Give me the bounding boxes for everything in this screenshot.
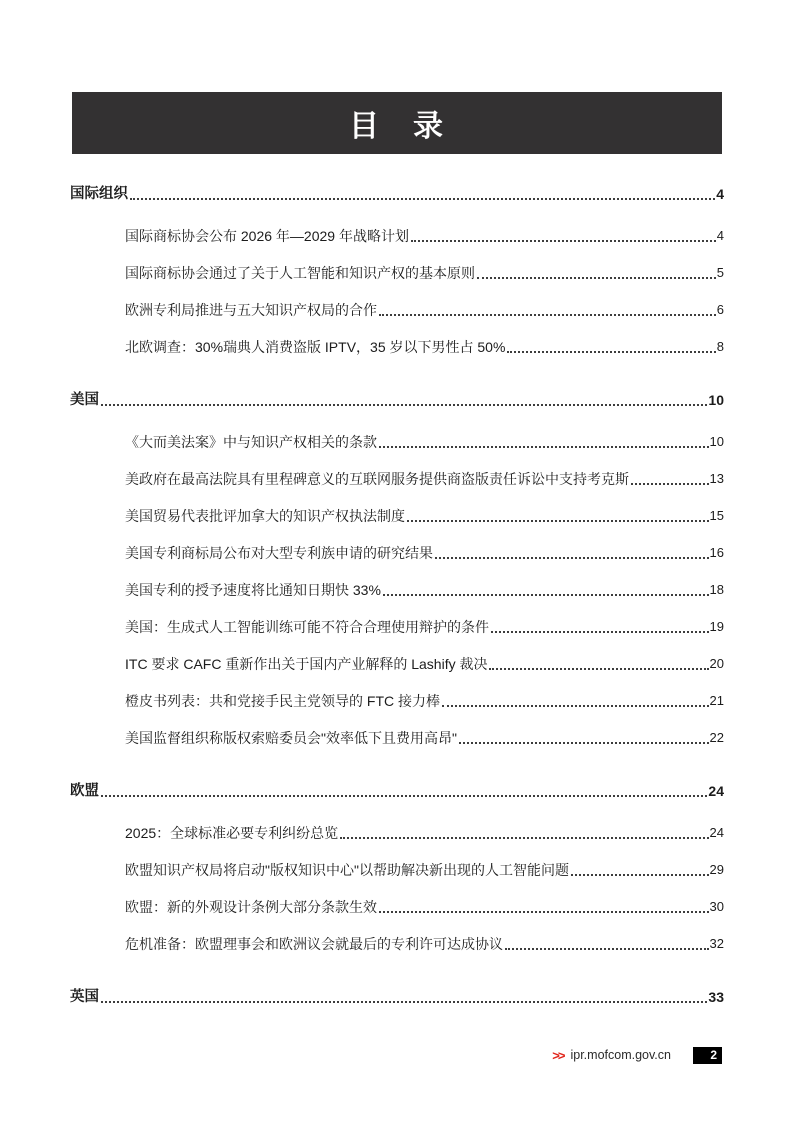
- toc-entry-link-label: 欧盟知识产权局将启动"版权知识中心"以帮助解决新出现的人工智能问题: [125, 862, 569, 878]
- toc-entry-link-label: 《大而美法案》中与知识产权相关的条款: [125, 434, 377, 450]
- toc-section-link-page-number: 24: [708, 783, 724, 799]
- toc-entry-link[interactable]: [70, 508, 724, 524]
- toc-entry-link-label: 美政府在最高法院具有里程碑意义的互联网服务提供商盗版责任诉讼中支持考克斯: [125, 471, 629, 487]
- toc-entry-link[interactable]: [70, 434, 724, 450]
- toc-entry-link-label: 欧洲专利局推进与五大知识产权局的合作: [125, 302, 377, 318]
- toc-entry-link-label: 橙皮书列表：共和党接手民主党领导的 FTC 接力棒: [125, 693, 440, 709]
- dotted-leader: [631, 483, 709, 485]
- dotted-leader: [491, 631, 709, 633]
- toc-entry-link[interactable]: [70, 582, 724, 598]
- toc-entry-link-label: 美国：生成式人工智能训练可能不符合合理使用辩护的条件: [125, 619, 489, 635]
- toc-header-bar: [72, 92, 722, 154]
- dotted-leader: [101, 404, 707, 406]
- toc-section-link[interactable]: [70, 783, 724, 799]
- toc-section-link[interactable]: [70, 989, 724, 1005]
- toc-entry-link[interactable]: [70, 936, 724, 952]
- dotted-leader: [459, 742, 709, 744]
- toc-entry-link-label: 美国专利的授予速度将比通知日期快 33%: [125, 582, 381, 598]
- dotted-leader: [477, 277, 716, 279]
- dotted-leader: [489, 668, 708, 670]
- toc-entry-link-page-number: 22: [709, 730, 724, 745]
- dotted-leader: [101, 1001, 707, 1003]
- toc-entry-link[interactable]: [70, 656, 724, 672]
- toc-entry-link-label: ITC 要求 CAFC 重新作出关于国内产业解释的 Lashify 裁决: [125, 656, 488, 672]
- toc-entry-link-label: 美国贸易代表批评加拿大的知识产权执法制度: [125, 508, 405, 524]
- toc-entry-link-label: 美国监督组织称版权索赔委员会"效率低下且费用高昂": [125, 730, 457, 746]
- toc-entry-link[interactable]: [70, 693, 724, 709]
- page-title: 目 录: [349, 110, 445, 143]
- toc-section-link-label: 英国: [70, 989, 99, 1005]
- toc-entry-link[interactable]: [70, 899, 724, 915]
- footer-site-url: ipr.mofcom.gov.cn: [570, 1047, 671, 1062]
- footer-page-number: 2: [693, 1047, 722, 1064]
- toc-entry-link-page-number: 4: [716, 228, 724, 243]
- toc-entry-link-label: 危机准备：欧盟理事会和欧洲议会就最后的专利许可达成协议: [125, 936, 503, 952]
- dotted-leader: [101, 795, 707, 797]
- dotted-leader: [379, 911, 709, 913]
- toc-entry-link-label: 北欧调查：30%瑞典人消费盗版 IPTV，35 岁以下男性占 50%: [125, 339, 506, 355]
- toc-section-link-page-number: 4: [716, 186, 724, 202]
- toc-entry-link-page-number: 18: [709, 582, 724, 597]
- toc-section: [70, 989, 724, 1005]
- dotted-leader: [442, 705, 709, 707]
- page-footer: [552, 1046, 722, 1064]
- toc-entry-link[interactable]: [70, 619, 724, 635]
- toc-entry-link[interactable]: [70, 730, 724, 746]
- toc-entry-link-page-number: 13: [709, 471, 724, 486]
- toc-entry-link[interactable]: [70, 471, 724, 487]
- toc-entry-link-page-number: 10: [709, 434, 724, 449]
- toc-entry-link-label: 国际商标协会公布 2026 年—2029 年战略计划: [125, 228, 409, 244]
- toc-section-link[interactable]: [70, 186, 724, 202]
- dotted-leader: [379, 314, 716, 316]
- toc-entry-link[interactable]: [70, 302, 724, 318]
- toc-section-link-label: 国际组织: [70, 186, 128, 202]
- toc-entry-link[interactable]: [70, 228, 724, 244]
- toc-entry-link-page-number: 19: [709, 619, 724, 634]
- toc-entry-link[interactable]: [70, 862, 724, 878]
- toc-entry-link[interactable]: [70, 265, 724, 281]
- toc-entry-link-label: 国际商标协会通过了关于人工智能和知识产权的基本原则: [125, 265, 475, 281]
- double-chevron-icon: >>: [552, 1047, 564, 1063]
- toc-entry-link-page-number: 24: [709, 825, 724, 840]
- dotted-leader: [411, 240, 716, 242]
- toc-section: [70, 186, 724, 355]
- toc-entry-link[interactable]: [70, 545, 724, 561]
- dotted-leader: [340, 837, 708, 839]
- toc-entry-link-page-number: 6: [716, 302, 724, 317]
- toc-section-link-page-number: 10: [708, 392, 724, 408]
- toc-entry-link-page-number: 30: [709, 899, 724, 914]
- toc-entry-link-page-number: 8: [716, 339, 724, 354]
- dotted-leader: [383, 594, 709, 596]
- dotted-leader: [379, 446, 709, 448]
- toc-entry-link-page-number: 5: [716, 265, 724, 280]
- toc-section-link-label: 欧盟: [70, 783, 99, 799]
- toc-entry-link-page-number: 32: [709, 936, 724, 951]
- toc-entry-link[interactable]: [70, 825, 724, 841]
- toc-section-link-page-number: 33: [708, 989, 724, 1005]
- dotted-leader: [407, 520, 709, 522]
- toc-entry-link-label: 2025：全球标准必要专利纠纷总览: [125, 825, 339, 841]
- dotted-leader: [435, 557, 709, 559]
- toc-entry-link-page-number: 15: [709, 508, 724, 523]
- toc-entry-link-page-number: 16: [709, 545, 724, 560]
- toc-entry-link-page-number: 29: [709, 862, 724, 877]
- dotted-leader: [130, 198, 715, 200]
- dotted-leader: [571, 874, 709, 876]
- toc-section-link-label: 美国: [70, 392, 99, 408]
- toc-entry-link-page-number: 21: [709, 693, 724, 708]
- dotted-leader: [505, 948, 709, 950]
- toc-entry-link-page-number: 20: [709, 656, 724, 671]
- toc-section: [70, 392, 724, 746]
- toc: [70, 186, 724, 1005]
- toc-entry-link[interactable]: [70, 339, 724, 355]
- toc-entry-link-label: 欧盟：新的外观设计条例大部分条款生效: [125, 899, 377, 915]
- toc-section-link[interactable]: [70, 392, 724, 408]
- dotted-leader: [507, 351, 715, 353]
- toc-entry-link-label: 美国专利商标局公布对大型专利族申请的研究结果: [125, 545, 433, 561]
- toc-section: [70, 783, 724, 952]
